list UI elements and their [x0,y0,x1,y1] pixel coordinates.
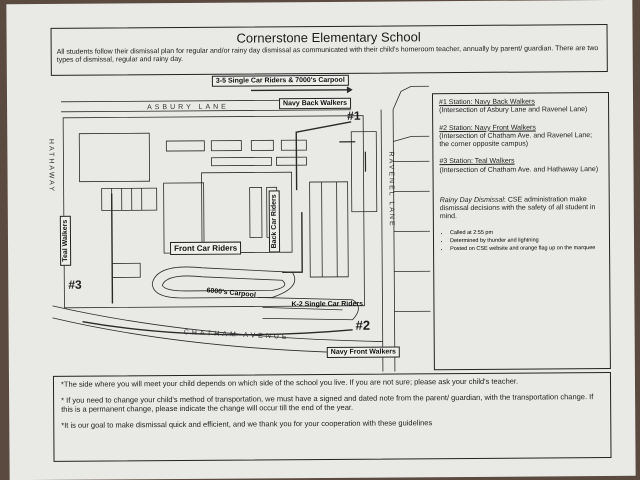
station-2 [439,124,601,150]
rainy-day-detail: : CSE administration make dismissal decisions with the safety of all student in mind. [439,195,596,221]
note-1: *The side where you will meet your child depends on which side of the school you live. If you are not sure; please ask your child's teacher. [60,376,519,389]
campus-map [51,71,433,374]
label-k2-single-car-riders: K-2 Single Car Riders [291,300,364,309]
station-1-detail: (Intersection of Asbury Lane and Ravenel Lane) [439,106,588,115]
note-3: *It is our goal to make dismissal quick and efficient, and we thank you for your cooperation with these guidelines [61,417,433,430]
label-navy-back-walkers: Navy Back Walkers [279,98,351,110]
station-2-detail: (Intersection of Chatham Ave. and Ravenel Lane; the corner opposite campus) [439,131,593,149]
rainy-day-text [440,196,602,222]
station-1-title: #1 Station: Navy Back Walkers [439,98,535,107]
station-marker-3: #3 [68,277,82,292]
label-teal-walkers: Teal Walkers [60,216,71,266]
label-back-car-riders: Back Car Riders [269,190,280,252]
station-2-title: #2 Station: Navy Front Walkers [439,123,536,132]
station-marker-2: #2 [355,317,371,333]
label-6000s-carpool: 6000's Carpool [206,287,257,300]
station-1 [439,98,601,116]
station-marker-1: #1 [347,108,361,123]
road-hathaway: HATHAWAY [47,138,55,194]
page-title: Cornerstone Elementary School [236,29,421,46]
label-navy-front-walkers: Navy Front Walkers [327,346,400,358]
station-3 [439,157,601,175]
bullet-item: • Posted on CSE website and orange flag up on the marquee [450,245,602,252]
bullet-item: • Called at 2:55 pm [450,229,602,236]
note-2: * If you need to change your child's method of transportation, we must have a signed and dated note from the parent/ guardian, with the transportation change. If this is a permanent change, please indicate the change will occur till the end of the year. [61,391,594,414]
notes-content [61,377,603,430]
flyer-page [6,0,635,480]
road-ravenel-lane: RAVENEL LANE [387,151,395,228]
intro-text: All students follow their dismissal plan for regular and/or rainy day dismissal as communicated with their child's homeroom teacher, annually by parent/ guardian. There are two types of dismissal, regular and rainy day. [56,45,599,65]
rainy-day-title: Rainy Day Dismissal [439,196,504,204]
road-asbury-lane: ASBURY LANE [147,103,229,112]
label-3-5-single-car-riders: 3-5 Single Car Riders & 7000's Carpool [212,75,349,87]
road-chatham-avenue: CHATHAM AVENUE [183,329,290,341]
station-3-title: #3 Station: Teal Walkers [439,157,515,166]
legend-content [439,98,602,254]
bullet-item: • Determined by thunder and lightning [450,237,602,244]
label-front-car-riders: Front Car Riders [170,242,241,255]
station-3-detail: (Intersection of Chatham Ave. and Hathaway Lane) [439,165,599,174]
rainy-day-bullets [440,229,602,252]
